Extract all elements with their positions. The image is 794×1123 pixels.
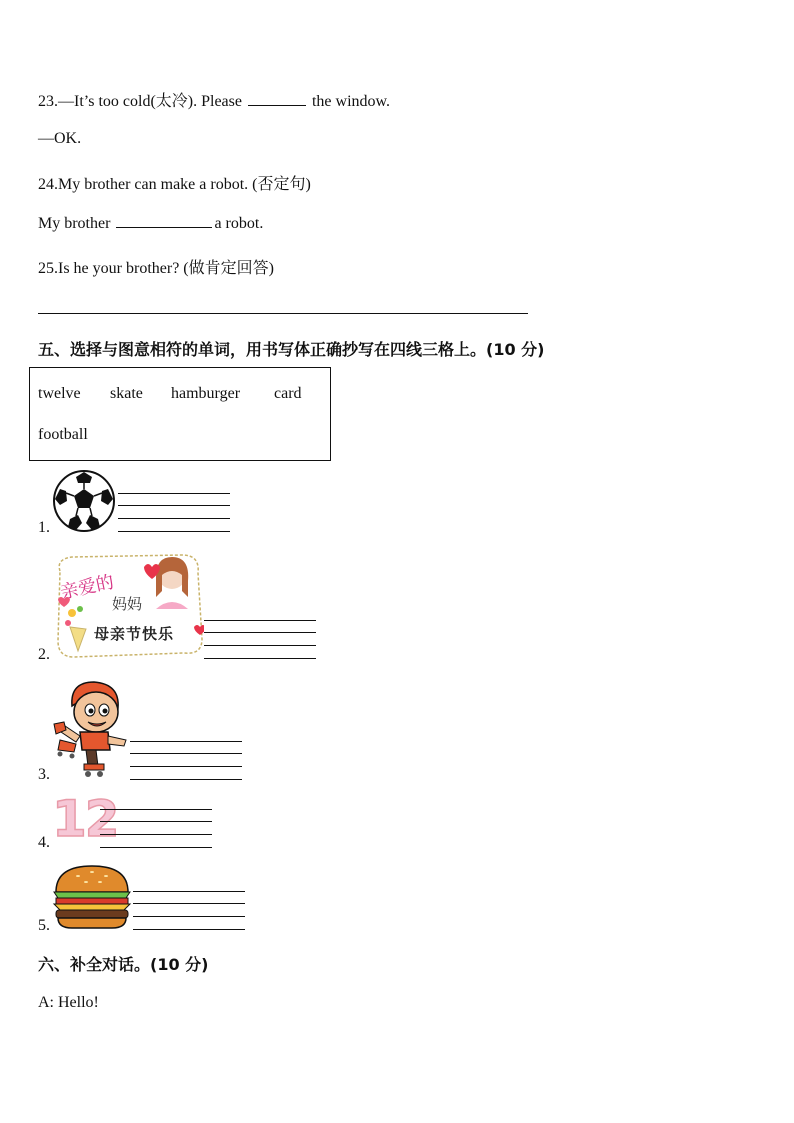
item-4-number: 4. [38, 834, 50, 851]
soccer-ball-icon [52, 469, 116, 533]
q23-blank[interactable] [248, 91, 306, 106]
item-4-writing-lines[interactable] [100, 809, 212, 848]
item-2-writing-lines[interactable] [204, 620, 316, 659]
skating-boy-icon [50, 678, 130, 778]
card-text-dear: 亲爱的 [58, 571, 116, 604]
q23-text-end: the window. [311, 93, 391, 110]
section-6-heading: 六、补全对话。(10 分) [38, 955, 209, 974]
word-hamburger: hamburger [171, 385, 241, 402]
hamburger-icon [52, 862, 132, 932]
q25-answer-line[interactable] [38, 313, 528, 314]
word-skate: skate [110, 385, 143, 402]
q23-reply: —OK. [38, 130, 82, 147]
question-25: 25.Is he your brother? (做肯定回答) [38, 260, 274, 277]
item-3-writing-lines[interactable] [130, 741, 242, 780]
card-text-mom: 妈妈 [112, 595, 143, 613]
item-5-number: 5. [38, 917, 50, 934]
item-2-number: 2. [38, 646, 50, 663]
item-1-writing-lines[interactable] [118, 493, 230, 532]
item-3-number: 3. [38, 766, 50, 783]
item-5-writing-lines[interactable] [133, 891, 245, 930]
word-card: card [274, 385, 302, 402]
dialogue-line-1: A: Hello! [38, 994, 99, 1011]
card-text-happy-mothers-day: 母亲节快乐 [94, 625, 175, 643]
word-twelve: twelve [38, 385, 81, 402]
q24-answer: My brother a robot. [38, 215, 264, 232]
section-5-heading: 五、选择与图意相符的单词，用书写体正确抄写在四线三格上。(10 分) [38, 340, 545, 359]
twelve-digits: 12 [52, 790, 118, 848]
number-twelve-icon [52, 790, 118, 848]
q23-text: 23.—It’s too cold(太冷). Please [38, 93, 242, 110]
item-1-number: 1. [38, 519, 50, 536]
question-23 [38, 88, 390, 111]
word-bank-box [29, 367, 331, 461]
question-24: 24.My brother can make a robot. (否定句) [38, 176, 311, 193]
q24-blank[interactable] [116, 213, 212, 228]
mothers-day-card-icon [52, 551, 204, 659]
word-football: football [38, 426, 88, 443]
